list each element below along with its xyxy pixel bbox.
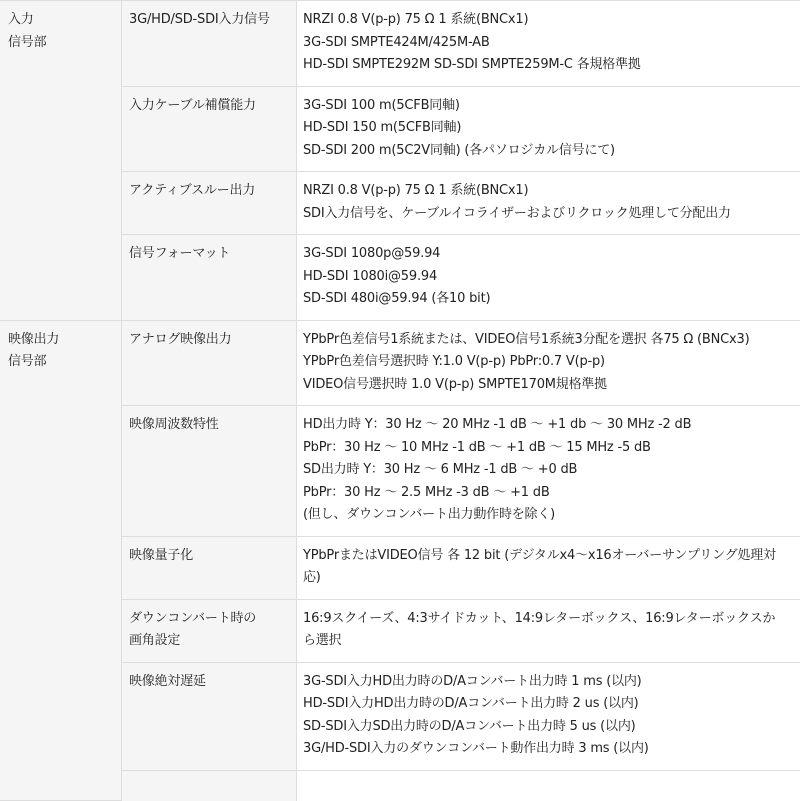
spec-value-line: PbPr：30 Hz 〜 10 MHz -1 dB 〜 +1 dB 〜 15 MHz -5 dB xyxy=(303,437,786,460)
spec-value-line: 3G/HD-SDI入力のダウンコンバート動作出力時 3 ms (以内) xyxy=(303,738,786,761)
spec-value xyxy=(297,172,800,235)
spec-label: 3G/HD/SD-SDI入力信号 xyxy=(122,1,297,87)
spec-value xyxy=(297,599,800,662)
spec-label: 映像量子化 xyxy=(122,536,297,599)
spec-value xyxy=(297,320,800,406)
spec-row xyxy=(0,320,800,406)
spec-label: 映像絶対遅延 xyxy=(122,662,297,770)
spec-value xyxy=(297,235,800,321)
spec-value-line: 3G-SDI 100 m(5CFB同軸) xyxy=(303,95,786,118)
spec-label: 信号フォーマット xyxy=(122,235,297,321)
spec-value xyxy=(297,406,800,537)
spec-value-line: YPbPrまたはVIDEO信号 各 12 bit (デジタルx4〜x16オーバーサンプリング処理対応) xyxy=(303,545,786,590)
spec-label: アクティブスルー出力 xyxy=(122,172,297,235)
spec-value-line: 16:9スクイーズ、4:3サイドカット、14:9レターボックス、16:9レターボックスから選択 xyxy=(303,608,786,653)
section-video-output-signal: 映像出力 信号部 xyxy=(0,320,122,801)
spec-value xyxy=(297,1,800,87)
spec-value-line: SD出力時 Y：30 Hz 〜 6 MHz -1 dB 〜 +0 dB xyxy=(303,459,786,482)
spec-value-line: PbPr：30 Hz 〜 2.5 MHz -3 dB 〜 +1 dB xyxy=(303,482,786,505)
spec-value-line: 3G-SDI SMPTE424M/425M-AB xyxy=(303,32,786,55)
spec-label: 入力ケーブル補償能力 xyxy=(122,86,297,172)
spec-value-line: NRZI 0.8 V(p-p) 75 Ω 1 系統(BNCx1) xyxy=(303,9,786,32)
spec-value xyxy=(297,536,800,599)
spec-value-line: 3G-SDI 1080p@59.94 xyxy=(303,243,786,266)
spec-label: 映像周波数特性 xyxy=(122,406,297,537)
spec-value-line: SDI入力信号を、ケーブルイコライザーおよびリクロック処理して分配出力 xyxy=(303,203,786,226)
spec-label: アナログ映像出力 xyxy=(122,320,297,406)
spec-value xyxy=(297,662,800,770)
spec-table-body xyxy=(0,1,800,801)
spec-value-line: HD-SDI 150 m(5CFB同軸) xyxy=(303,117,786,140)
spec-value-line: NRZI 0.8 V(p-p) 75 Ω 1 系統(BNCx1) xyxy=(303,180,786,203)
spec-label: ダウンコンバート時の 画角設定 xyxy=(122,599,297,662)
spec-row xyxy=(0,1,800,87)
empty-value-cell xyxy=(297,770,800,801)
spec-value-line: HD出力時 Y：30 Hz 〜 20 MHz -1 dB 〜 +1 db 〜 30 MHz -2 dB xyxy=(303,414,786,437)
spec-value-line: HD-SDI 1080i@59.94 xyxy=(303,266,786,289)
spec-value-line: HD-SDI入力HD出力時のD/Aコンバート出力時 2 us (以内) xyxy=(303,693,786,716)
spec-value-line: SD-SDI 480i@59.94 (各10 bit) xyxy=(303,288,786,311)
spec-value-line: HD-SDI SMPTE292M SD-SDI SMPTE259M-C 各規格準拠 xyxy=(303,54,786,77)
spec-value xyxy=(297,86,800,172)
spec-value-line: VIDEO信号選択時 1.0 V(p-p) SMPTE170M規格準拠 xyxy=(303,374,786,397)
section-input-signal: 入力 信号部 xyxy=(0,1,122,321)
spec-value-line: YPbPr色差信号選択時 Y:1.0 V(p-p) PbPr:0.7 V(p-p) xyxy=(303,351,786,374)
spec-value-line: 3G-SDI入力HD出力時のD/Aコンバート出力時 1 ms (以内) xyxy=(303,671,786,694)
spec-value-line: (但し、ダウンコンバート出力動作時を除く) xyxy=(303,504,786,527)
empty-label-cell xyxy=(122,770,297,801)
spec-value-line: YPbPr色差信号1系統または、VIDEO信号1系統3分配を選択 各75 Ω (BNCx3) xyxy=(303,329,786,352)
spec-value-line: SD-SDI 200 m(5C2V同軸) (各パソロジカル信号にて) xyxy=(303,140,786,163)
spec-value-line: SD-SDI入力SD出力時のD/Aコンバート出力時 5 us (以内) xyxy=(303,716,786,739)
